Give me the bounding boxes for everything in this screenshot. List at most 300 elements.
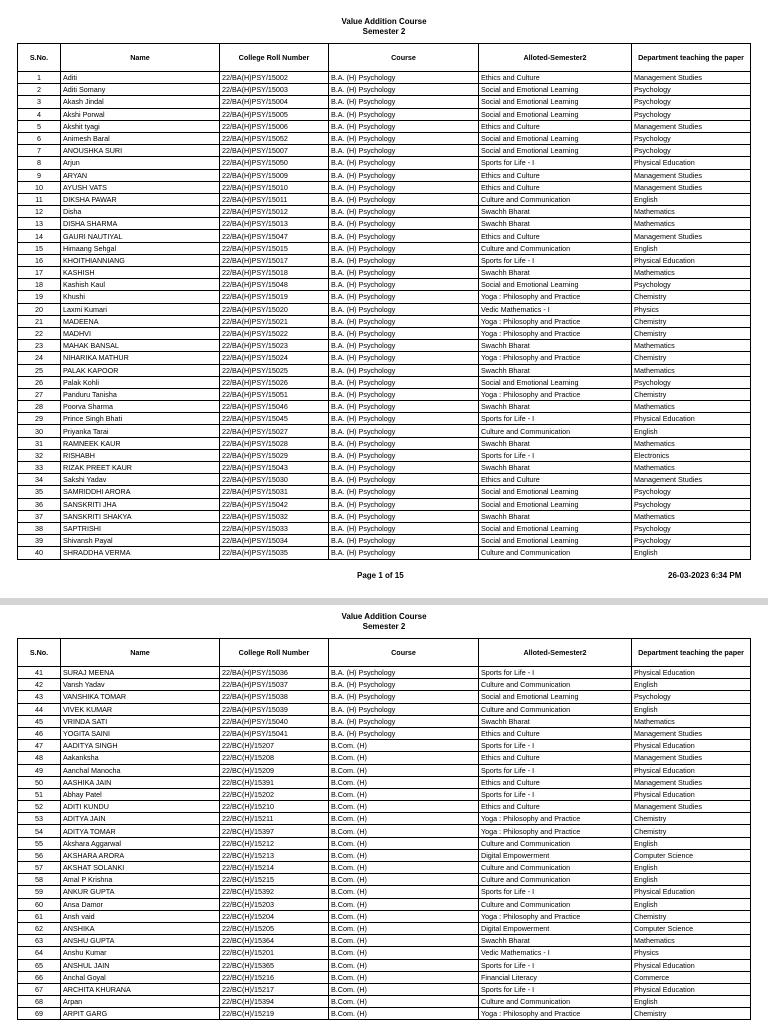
cell-course: B.A. (H) Psychology: [329, 157, 479, 169]
cell-department: Physical Education: [632, 983, 751, 995]
cell-alloted-paper: Swachh Bharat: [479, 935, 632, 947]
cell-sno: 57: [18, 862, 61, 874]
cell-sno: 67: [18, 983, 61, 995]
cell-sno: 16: [18, 254, 61, 266]
cell-department: Physical Education: [632, 788, 751, 800]
cell-roll-number: 22/BA(H)PSY/15037: [220, 679, 329, 691]
cell-course: B.A. (H) Psychology: [329, 327, 479, 339]
cell-name: VANSHIKA TOMAR: [61, 691, 220, 703]
cell-name: SURAJ MEENA: [61, 667, 220, 679]
cell-department: English: [632, 242, 751, 254]
cell-alloted-paper: Vedic Mathematics - I: [479, 947, 632, 959]
cell-department: Management Studies: [632, 181, 751, 193]
col-header-department: Department teaching the paper: [632, 639, 751, 667]
table-row: [18, 291, 751, 303]
table-row: [18, 935, 751, 947]
cell-department: Physical Education: [632, 413, 751, 425]
cell-alloted-paper: Yoga : Philosophy and Practice: [479, 388, 632, 400]
cell-roll-number: 22/BA(H)PSY/15011: [220, 193, 329, 205]
cell-department: Psychology: [632, 376, 751, 388]
cell-course: B.A. (H) Psychology: [329, 169, 479, 181]
cell-alloted-paper: Digital Empowerment: [479, 849, 632, 861]
cell-department: Chemistry: [632, 1008, 751, 1020]
table-row: [18, 242, 751, 254]
cell-alloted-paper: Sports for Life - I: [479, 764, 632, 776]
cell-roll-number: 22/BA(H)PSY/15043: [220, 462, 329, 474]
cell-course: B.A. (H) Psychology: [329, 364, 479, 376]
cell-roll-number: 22/BC(H)/15201: [220, 947, 329, 959]
cell-department: Psychology: [632, 691, 751, 703]
cell-roll-number: 22/BA(H)PSY/15029: [220, 449, 329, 461]
table-row: [18, 352, 751, 364]
cell-alloted-paper: Culture and Communication: [479, 862, 632, 874]
cell-sno: 50: [18, 776, 61, 788]
cell-sno: 15: [18, 242, 61, 254]
table-row: [18, 837, 751, 849]
cell-course: B.Com. (H): [329, 776, 479, 788]
cell-roll-number: 22/BC(H)/15208: [220, 752, 329, 764]
table-row: [18, 703, 751, 715]
cell-department: Mathematics: [632, 267, 751, 279]
cell-alloted-paper: Digital Empowerment: [479, 922, 632, 934]
cell-department: Physical Education: [632, 959, 751, 971]
cell-course: B.A. (H) Psychology: [329, 413, 479, 425]
cell-department: Computer Science: [632, 922, 751, 934]
cell-department: Management Studies: [632, 727, 751, 739]
cell-department: Chemistry: [632, 291, 751, 303]
cell-sno: 23: [18, 340, 61, 352]
cell-department: Psychology: [632, 96, 751, 108]
cell-alloted-paper: Yoga : Philosophy and Practice: [479, 315, 632, 327]
cell-name: Animesh Baral: [61, 132, 220, 144]
table-row: [18, 388, 751, 400]
cell-roll-number: 22/BA(H)PSY/15017: [220, 254, 329, 266]
cell-sno: 3: [18, 96, 61, 108]
cell-roll-number: 22/BC(H)/15211: [220, 813, 329, 825]
table-row: [18, 910, 751, 922]
cell-name: Amal P Krishna: [61, 874, 220, 886]
cell-name: Arpan: [61, 996, 220, 1008]
table-row: [18, 813, 751, 825]
cell-alloted-paper: Social and Emotional Learning: [479, 108, 632, 120]
cell-roll-number: 22/BA(H)PSY/15042: [220, 498, 329, 510]
cell-department: Physics: [632, 303, 751, 315]
cell-sno: 18: [18, 279, 61, 291]
cell-course: B.A. (H) Psychology: [329, 691, 479, 703]
cell-alloted-paper: Sports for Life - I: [479, 983, 632, 995]
cell-roll-number: 22/BA(H)PSY/15038: [220, 691, 329, 703]
cell-alloted-paper: Culture and Communication: [479, 703, 632, 715]
cell-alloted-paper: Ethics and Culture: [479, 727, 632, 739]
cell-roll-number: 22/BA(H)PSY/15003: [220, 84, 329, 96]
cell-alloted-paper: Culture and Communication: [479, 679, 632, 691]
cell-name: PALAK KAPOOR: [61, 364, 220, 376]
cell-name: KHOITHIANNIANG: [61, 254, 220, 266]
cell-name: SAPTRISHI: [61, 522, 220, 534]
cell-name: Ansh vaid: [61, 910, 220, 922]
table-row: [18, 788, 751, 800]
cell-sno: 40: [18, 547, 61, 559]
cell-department: English: [632, 898, 751, 910]
cell-name: DISHA SHARMA: [61, 218, 220, 230]
cell-name: SANSKRITI JHA: [61, 498, 220, 510]
cell-roll-number: 22/BA(H)PSY/15002: [220, 72, 329, 84]
cell-roll-number: 22/BA(H)PSY/15050: [220, 157, 329, 169]
cell-department: Management Studies: [632, 801, 751, 813]
cell-sno: 32: [18, 449, 61, 461]
cell-course: B.A. (H) Psychology: [329, 120, 479, 132]
cell-alloted-paper: Swachh Bharat: [479, 206, 632, 218]
cell-name: ANKUR GUPTA: [61, 886, 220, 898]
cell-roll-number: 22/BA(H)PSY/15019: [220, 291, 329, 303]
cell-roll-number: 22/BC(H)/15210: [220, 801, 329, 813]
cell-sno: 54: [18, 825, 61, 837]
cell-department: Management Studies: [632, 752, 751, 764]
cell-roll-number: 22/BA(H)PSY/15033: [220, 522, 329, 534]
cell-course: B.A. (H) Psychology: [329, 401, 479, 413]
cell-course: B.A. (H) Psychology: [329, 352, 479, 364]
table-row: [18, 679, 751, 691]
cell-course: B.A. (H) Psychology: [329, 84, 479, 96]
cell-roll-number: 22/BC(H)/15217: [220, 983, 329, 995]
col-header-sno: S.No.: [18, 639, 61, 667]
table-row: [18, 462, 751, 474]
cell-sno: 44: [18, 703, 61, 715]
cell-name: MAHAK BANSAL: [61, 340, 220, 352]
cell-department: Management Studies: [632, 776, 751, 788]
table-row: [18, 510, 751, 522]
cell-alloted-paper: Sports for Life - I: [479, 788, 632, 800]
cell-course: B.Com. (H): [329, 874, 479, 886]
cell-name: Anshu Kumar: [61, 947, 220, 959]
cell-department: English: [632, 679, 751, 691]
cell-course: B.A. (H) Psychology: [329, 340, 479, 352]
table-row: [18, 691, 751, 703]
cell-roll-number: 22/BA(H)PSY/15027: [220, 425, 329, 437]
table-row: [18, 547, 751, 559]
cell-name: Vansh Yadav: [61, 679, 220, 691]
cell-alloted-paper: Culture and Communication: [479, 242, 632, 254]
page-header: [0, 17, 768, 37]
table-row: [18, 254, 751, 266]
cell-roll-number: 22/BC(H)/15204: [220, 910, 329, 922]
cell-name: Kashish Kaul: [61, 279, 220, 291]
cell-course: B.A. (H) Psychology: [329, 727, 479, 739]
cell-course: B.A. (H) Psychology: [329, 425, 479, 437]
cell-roll-number: 22/BC(H)/15213: [220, 849, 329, 861]
cell-name: ARYAN: [61, 169, 220, 181]
cell-roll-number: 22/BA(H)PSY/15041: [220, 727, 329, 739]
table-row: [18, 218, 751, 230]
cell-name: SHRADDHA VERMA: [61, 547, 220, 559]
table-row: [18, 498, 751, 510]
cell-sno: 52: [18, 801, 61, 813]
cell-course: B.Com. (H): [329, 862, 479, 874]
cell-course: B.Com. (H): [329, 983, 479, 995]
cell-roll-number: 22/BA(H)PSY/15013: [220, 218, 329, 230]
page-header: [0, 612, 768, 632]
cell-sno: 64: [18, 947, 61, 959]
cell-sno: 33: [18, 462, 61, 474]
col-header-sno: S.No.: [18, 44, 61, 72]
cell-course: B.Com. (H): [329, 971, 479, 983]
cell-name: SAMRIDDHI ARORA: [61, 486, 220, 498]
allocation-table: [17, 43, 751, 560]
cell-department: Management Studies: [632, 230, 751, 242]
cell-alloted-paper: Sports for Life - I: [479, 413, 632, 425]
cell-sno: 66: [18, 971, 61, 983]
cell-department: Psychology: [632, 535, 751, 547]
cell-department: English: [632, 996, 751, 1008]
cell-roll-number: 22/BC(H)/15216: [220, 971, 329, 983]
cell-roll-number: 22/BC(H)/15207: [220, 740, 329, 752]
cell-alloted-paper: Social and Emotional Learning: [479, 486, 632, 498]
cell-roll-number: 22/BA(H)PSY/15030: [220, 474, 329, 486]
table-row: [18, 303, 751, 315]
cell-department: English: [632, 862, 751, 874]
cell-name: Aanchal Manocha: [61, 764, 220, 776]
cell-roll-number: 22/BA(H)PSY/15010: [220, 181, 329, 193]
cell-sno: 62: [18, 922, 61, 934]
cell-course: B.A. (H) Psychology: [329, 108, 479, 120]
cell-sno: 27: [18, 388, 61, 400]
document-subtitle: Semester 2: [362, 27, 406, 36]
cell-sno: 29: [18, 413, 61, 425]
cell-alloted-paper: Swachh Bharat: [479, 218, 632, 230]
cell-roll-number: 22/BA(H)PSY/15031: [220, 486, 329, 498]
cell-alloted-paper: Social and Emotional Learning: [479, 691, 632, 703]
cell-department: Electronics: [632, 449, 751, 461]
cell-name: ANSHIKA: [61, 922, 220, 934]
table-row: [18, 898, 751, 910]
cell-roll-number: 22/BA(H)PSY/15028: [220, 437, 329, 449]
cell-name: AADITYA SINGH: [61, 740, 220, 752]
table-row: [18, 96, 751, 108]
cell-sno: 7: [18, 145, 61, 157]
cell-roll-number: 22/BA(H)PSY/15046: [220, 401, 329, 413]
cell-sno: 17: [18, 267, 61, 279]
cell-name: ARPIT GARG: [61, 1008, 220, 1020]
table-row: [18, 315, 751, 327]
table-row: [18, 522, 751, 534]
cell-name: Aditi Somany: [61, 84, 220, 96]
document-subtitle: Semester 2: [362, 622, 406, 631]
cell-name: Ansa Damor: [61, 898, 220, 910]
table-row: [18, 206, 751, 218]
cell-course: B.A. (H) Psychology: [329, 679, 479, 691]
cell-sno: 68: [18, 996, 61, 1008]
cell-roll-number: 22/BA(H)PSY/15039: [220, 703, 329, 715]
page-number: Page 1 of 15: [357, 571, 404, 580]
cell-course: B.A. (H) Psychology: [329, 703, 479, 715]
cell-roll-number: 22/BA(H)PSY/15048: [220, 279, 329, 291]
cell-name: MADHVI: [61, 327, 220, 339]
cell-department: Management Studies: [632, 120, 751, 132]
table-row: [18, 535, 751, 547]
cell-roll-number: 22/BC(H)/15215: [220, 874, 329, 886]
cell-alloted-paper: Yoga : Philosophy and Practice: [479, 825, 632, 837]
cell-sno: 45: [18, 715, 61, 727]
cell-sno: 48: [18, 752, 61, 764]
cell-alloted-paper: Sports for Life - I: [479, 740, 632, 752]
cell-roll-number: 22/BC(H)/15205: [220, 922, 329, 934]
cell-course: B.A. (H) Psychology: [329, 72, 479, 84]
cell-sno: 10: [18, 181, 61, 193]
cell-alloted-paper: Ethics and Culture: [479, 230, 632, 242]
cell-roll-number: 22/BC(H)/15391: [220, 776, 329, 788]
cell-alloted-paper: Culture and Communication: [479, 874, 632, 886]
cell-department: Psychology: [632, 84, 751, 96]
cell-roll-number: 22/BA(H)PSY/15020: [220, 303, 329, 315]
cell-department: English: [632, 874, 751, 886]
cell-alloted-paper: Ethics and Culture: [479, 72, 632, 84]
table-row: [18, 764, 751, 776]
col-header-roll: College Roll Number: [220, 44, 329, 72]
table-row: [18, 425, 751, 437]
col-header-roll: College Roll Number: [220, 639, 329, 667]
cell-course: B.A. (H) Psychology: [329, 510, 479, 522]
cell-department: Mathematics: [632, 364, 751, 376]
cell-department: Physical Education: [632, 667, 751, 679]
cell-roll-number: 22/BC(H)/15212: [220, 837, 329, 849]
cell-course: B.A. (H) Psychology: [329, 715, 479, 727]
cell-course: B.A. (H) Psychology: [329, 254, 479, 266]
cell-roll-number: 22/BA(H)PSY/15022: [220, 327, 329, 339]
cell-roll-number: 22/BC(H)/15397: [220, 825, 329, 837]
cell-course: B.A. (H) Psychology: [329, 486, 479, 498]
cell-name: Akshara Aggarwal: [61, 837, 220, 849]
cell-course: B.A. (H) Psychology: [329, 96, 479, 108]
cell-department: Physical Education: [632, 254, 751, 266]
cell-alloted-paper: Sports for Life - I: [479, 959, 632, 971]
cell-department: Physical Education: [632, 886, 751, 898]
cell-sno: 47: [18, 740, 61, 752]
cell-department: Commerce: [632, 971, 751, 983]
cell-sno: 46: [18, 727, 61, 739]
cell-alloted-paper: Ethics and Culture: [479, 169, 632, 181]
cell-department: Chemistry: [632, 825, 751, 837]
cell-sno: 13: [18, 218, 61, 230]
cell-alloted-paper: Social and Emotional Learning: [479, 535, 632, 547]
cell-sno: 8: [18, 157, 61, 169]
table-row: [18, 413, 751, 425]
cell-department: Mathematics: [632, 401, 751, 413]
cell-sno: 11: [18, 193, 61, 205]
cell-name: ADITYA JAIN: [61, 813, 220, 825]
cell-roll-number: 22/BA(H)PSY/15025: [220, 364, 329, 376]
cell-department: Management Studies: [632, 169, 751, 181]
cell-name: Akshi Porwal: [61, 108, 220, 120]
cell-roll-number: 22/BA(H)PSY/15018: [220, 267, 329, 279]
cell-sno: 41: [18, 667, 61, 679]
cell-sno: 19: [18, 291, 61, 303]
cell-alloted-paper: Ethics and Culture: [479, 776, 632, 788]
cell-name: ANSHU GUPTA: [61, 935, 220, 947]
col-header-course: Course: [329, 44, 479, 72]
cell-department: English: [632, 193, 751, 205]
table-row: [18, 474, 751, 486]
document-page-2: [0, 605, 768, 1024]
cell-alloted-paper: Social and Emotional Learning: [479, 96, 632, 108]
cell-course: B.A. (H) Psychology: [329, 315, 479, 327]
cell-name: GAURI NAUTIYAL: [61, 230, 220, 242]
cell-name: NIHARIKA MATHUR: [61, 352, 220, 364]
cell-roll-number: 22/BA(H)PSY/15034: [220, 535, 329, 547]
cell-sno: 21: [18, 315, 61, 327]
cell-course: B.A. (H) Psychology: [329, 437, 479, 449]
table-row: [18, 776, 751, 788]
table-row: [18, 971, 751, 983]
table-row: [18, 801, 751, 813]
table-header-row: [18, 639, 751, 667]
cell-alloted-paper: Swachh Bharat: [479, 267, 632, 279]
cell-name: Anchal Goyal: [61, 971, 220, 983]
table-row: [18, 145, 751, 157]
cell-sno: 9: [18, 169, 61, 181]
table-row: [18, 193, 751, 205]
cell-sno: 65: [18, 959, 61, 971]
cell-name: Aditi: [61, 72, 220, 84]
cell-roll-number: 22/BA(H)PSY/15006: [220, 120, 329, 132]
cell-alloted-paper: Yoga : Philosophy and Practice: [479, 910, 632, 922]
cell-roll-number: 22/BA(H)PSY/15005: [220, 108, 329, 120]
cell-roll-number: 22/BA(H)PSY/15009: [220, 169, 329, 181]
cell-course: B.A. (H) Psychology: [329, 522, 479, 534]
cell-alloted-paper: Sports for Life - I: [479, 254, 632, 266]
cell-name: ANSHUL JAIN: [61, 959, 220, 971]
cell-alloted-paper: Yoga : Philosophy and Practice: [479, 813, 632, 825]
cell-alloted-paper: Swachh Bharat: [479, 462, 632, 474]
cell-course: B.Com. (H): [329, 788, 479, 800]
cell-course: B.Com. (H): [329, 910, 479, 922]
cell-department: Mathematics: [632, 437, 751, 449]
table-header-row: [18, 44, 751, 72]
cell-sno: 30: [18, 425, 61, 437]
table-body: [18, 72, 751, 560]
cell-department: Management Studies: [632, 72, 751, 84]
cell-name: AKSHARA ARORA: [61, 849, 220, 861]
cell-alloted-paper: Swachh Bharat: [479, 510, 632, 522]
cell-department: Physics: [632, 947, 751, 959]
cell-roll-number: 22/BA(H)PSY/15012: [220, 206, 329, 218]
cell-roll-number: 22/BA(H)PSY/15007: [220, 145, 329, 157]
table-row: [18, 327, 751, 339]
table-row: [18, 752, 751, 764]
cell-sno: 63: [18, 935, 61, 947]
table-row: [18, 1008, 751, 1020]
cell-alloted-paper: Social and Emotional Learning: [479, 522, 632, 534]
table-row: [18, 279, 751, 291]
cell-course: B.A. (H) Psychology: [329, 291, 479, 303]
table-row: [18, 132, 751, 144]
cell-name: Panduru Tanisha: [61, 388, 220, 400]
cell-roll-number: 22/BA(H)PSY/15026: [220, 376, 329, 388]
cell-sno: 69: [18, 1008, 61, 1020]
cell-department: Mathematics: [632, 510, 751, 522]
cell-roll-number: 22/BC(H)/15364: [220, 935, 329, 947]
cell-sno: 12: [18, 206, 61, 218]
cell-name: YOGITA SAINI: [61, 727, 220, 739]
cell-department: Mathematics: [632, 206, 751, 218]
cell-name: VIVEK KUMAR: [61, 703, 220, 715]
cell-course: B.A. (H) Psychology: [329, 206, 479, 218]
cell-name: Disha: [61, 206, 220, 218]
cell-sno: 51: [18, 788, 61, 800]
cell-name: Khushi: [61, 291, 220, 303]
cell-course: B.Com. (H): [329, 947, 479, 959]
cell-sno: 37: [18, 510, 61, 522]
cell-course: B.A. (H) Psychology: [329, 193, 479, 205]
